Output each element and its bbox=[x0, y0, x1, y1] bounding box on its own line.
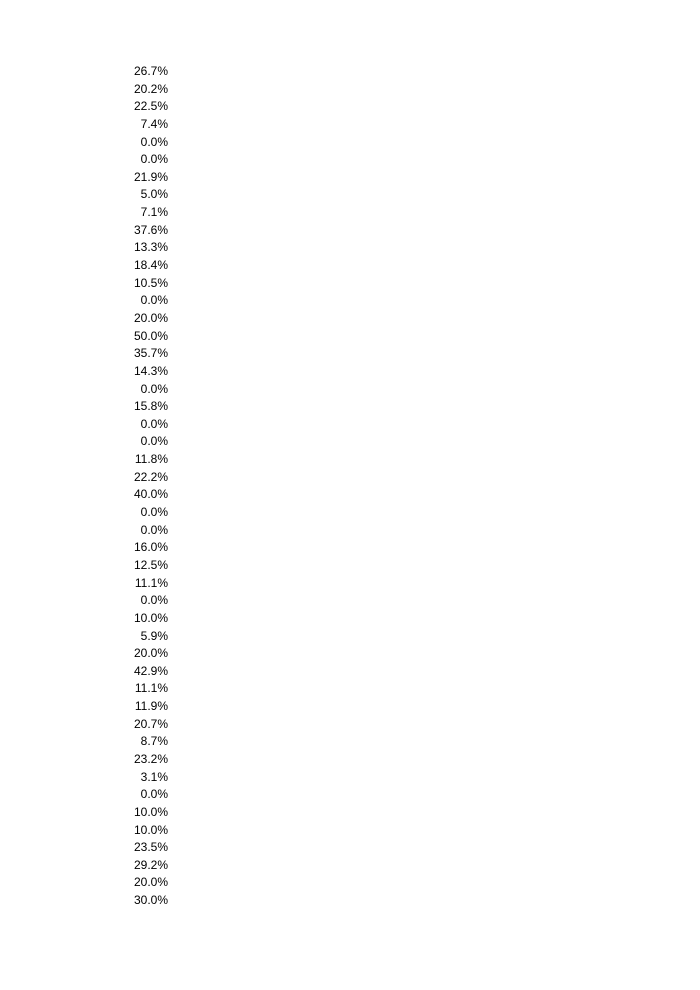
percentage-cell: 16.0% bbox=[133, 540, 168, 555]
percentage-cell: 0.0% bbox=[140, 434, 168, 449]
percentage-cell: 22.5% bbox=[133, 99, 168, 114]
percentage-cell: 5.9% bbox=[140, 628, 168, 643]
percentage-cell: 0.0% bbox=[140, 293, 168, 308]
percentage-cell: 0.0% bbox=[140, 593, 168, 608]
percentage-cell: 42.9% bbox=[133, 663, 168, 678]
percentage-cell: 35.7% bbox=[133, 346, 168, 361]
percentage-cell: 20.2% bbox=[133, 81, 168, 96]
percentage-cell: 10.0% bbox=[133, 610, 168, 625]
percentage-cell: 10.5% bbox=[133, 275, 168, 290]
percentage-cell: 30.0% bbox=[133, 893, 168, 908]
percentage-cell: 20.7% bbox=[133, 716, 168, 731]
percentage-cell: 15.8% bbox=[133, 399, 168, 414]
percentage-cell: 50.0% bbox=[133, 328, 168, 343]
percentage-cell: 14.3% bbox=[133, 363, 168, 378]
percentage-cell: 13.3% bbox=[133, 240, 168, 255]
percentage-cell: 5.0% bbox=[140, 187, 168, 202]
percentage-cell: 40.0% bbox=[133, 487, 168, 502]
percentage-cell: 11.1% bbox=[134, 681, 168, 696]
percentage-cell: 0.0% bbox=[140, 787, 168, 802]
percentage-cell: 20.0% bbox=[133, 646, 168, 661]
percentage-cell: 11.9% bbox=[134, 699, 168, 714]
percentage-cell: 0.0% bbox=[140, 134, 168, 149]
percentage-cell: 23.2% bbox=[133, 751, 168, 766]
percentage-cell: 11.1% bbox=[134, 575, 168, 590]
percentage-cell: 20.0% bbox=[133, 875, 168, 890]
percentage-cell: 7.1% bbox=[140, 205, 168, 220]
percentage-cell: 37.6% bbox=[133, 222, 168, 237]
percentage-cell: 0.0% bbox=[140, 505, 168, 520]
percentage-cell: 29.2% bbox=[133, 857, 168, 872]
percentage-cell: 0.0% bbox=[140, 152, 168, 167]
percentage-cell: 20.0% bbox=[133, 310, 168, 325]
percentage-cell: 22.2% bbox=[133, 469, 168, 484]
percentage-cell: 21.9% bbox=[133, 169, 168, 184]
percentage-column bbox=[118, 63, 168, 910]
percentage-cell: 18.4% bbox=[133, 258, 168, 273]
percentage-cell: 0.0% bbox=[140, 522, 168, 537]
percentage-cell: 12.5% bbox=[133, 557, 168, 572]
percentage-cell: 10.0% bbox=[133, 822, 168, 837]
percentage-cell: 8.7% bbox=[140, 734, 168, 749]
percentage-cell: 7.4% bbox=[140, 116, 168, 131]
percentage-cell: 0.0% bbox=[140, 381, 168, 396]
percentage-cell: 23.5% bbox=[133, 840, 168, 855]
percentage-cell: 11.8% bbox=[134, 452, 168, 467]
percentage-cell: 3.1% bbox=[140, 769, 168, 784]
percentage-cell: 26.7% bbox=[133, 64, 168, 78]
percentage-cell: 10.0% bbox=[133, 804, 168, 819]
percentage-cell: 0.0% bbox=[140, 416, 168, 431]
